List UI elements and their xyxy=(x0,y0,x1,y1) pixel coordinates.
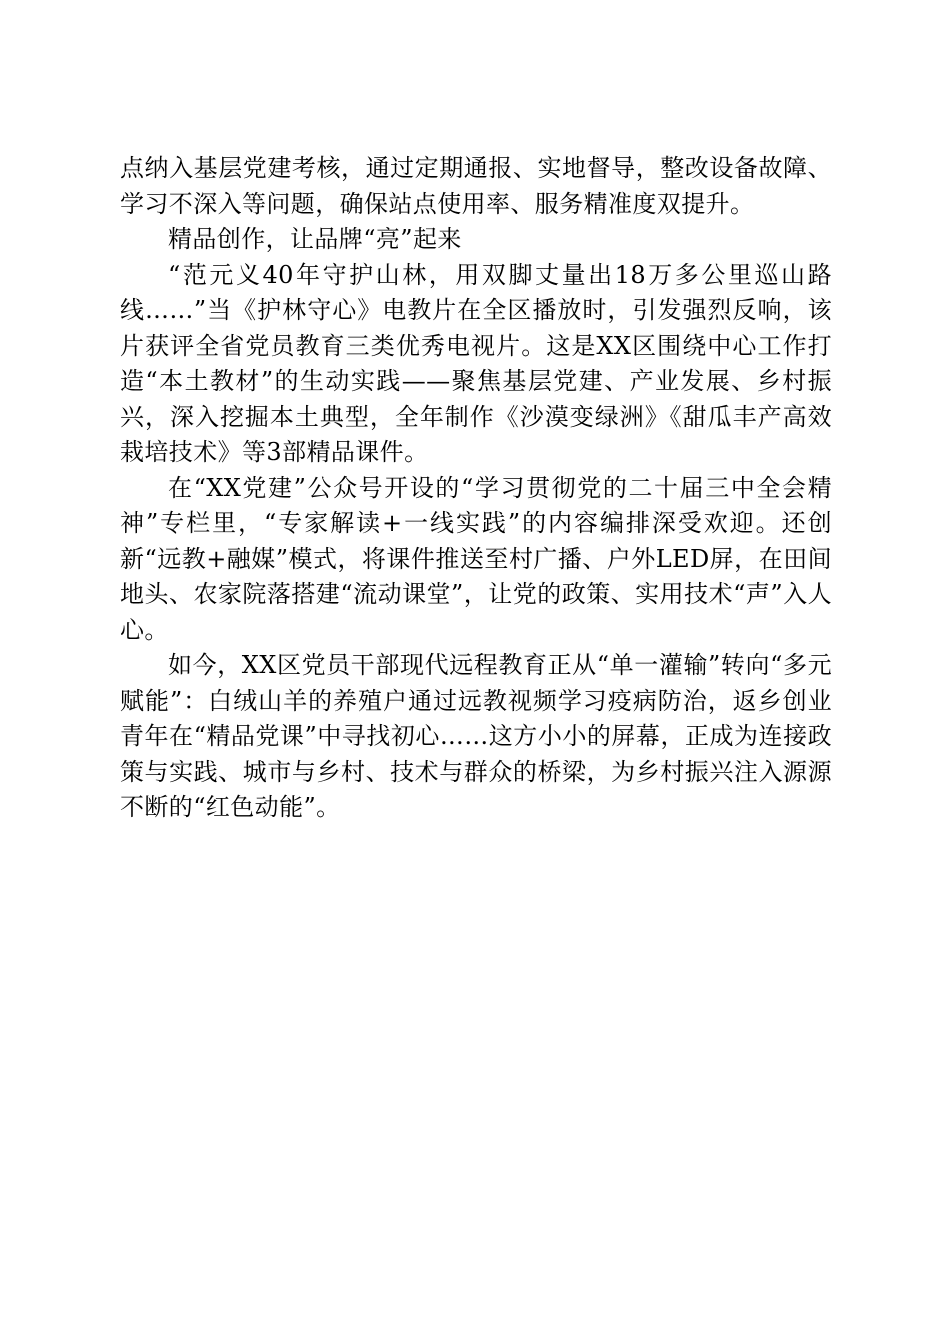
paragraph-continuation: 点纳入基层党建考核，通过定期通报、实地督导，整改设备故障、学习不深入等问题，确保站点使用率、服务精准度双提升。 xyxy=(120,154,832,218)
paragraph: 在“XX党建”公众号开设的“学习贯彻党的二十届三中全会精神”专栏里，“专家解读+一线实践”的内容编排深受欢迎。还创新“远教+融媒”模式，将课件推送至村广播、户外LED屏，在田间地头、农家院落搭建“流动课堂”，让党的政策、实用技术“声”入人心。 xyxy=(120,473,832,644)
paragraph: 如今，XX区党员干部现代远程教育正从“单一灌输”转向“多元赋能”：白绒山羊的养殖户通过远教视频学习疫病防治，返乡创业青年在“精品党课”中寻找初心……这方小小的屏幕，正成为连接政策与实践、城市与乡村、技术与群众的桥梁，为乡村振兴注入源源不断的“红色动能”。 xyxy=(120,651,832,821)
paragraph: “范元义40年守护山林，用双脚丈量出18万多公里巡山路线……”当《护林守心》电教片在全区播放时，引发强烈反响，该片获评全省党员教育三类优秀电视片。这是XX区围绕中心工作打造“本土教材”的生动实践——聚焦基层党建、产业发展、乡村振兴，深入挖掘本土典型，全年制作《沙漠变绿洲》《甜瓜丰产高效栽培技术》等3部精品课件。 xyxy=(120,260,832,466)
section-heading: 精品创作，让品牌“亮”起来 xyxy=(168,225,462,253)
document-body xyxy=(120,151,832,826)
